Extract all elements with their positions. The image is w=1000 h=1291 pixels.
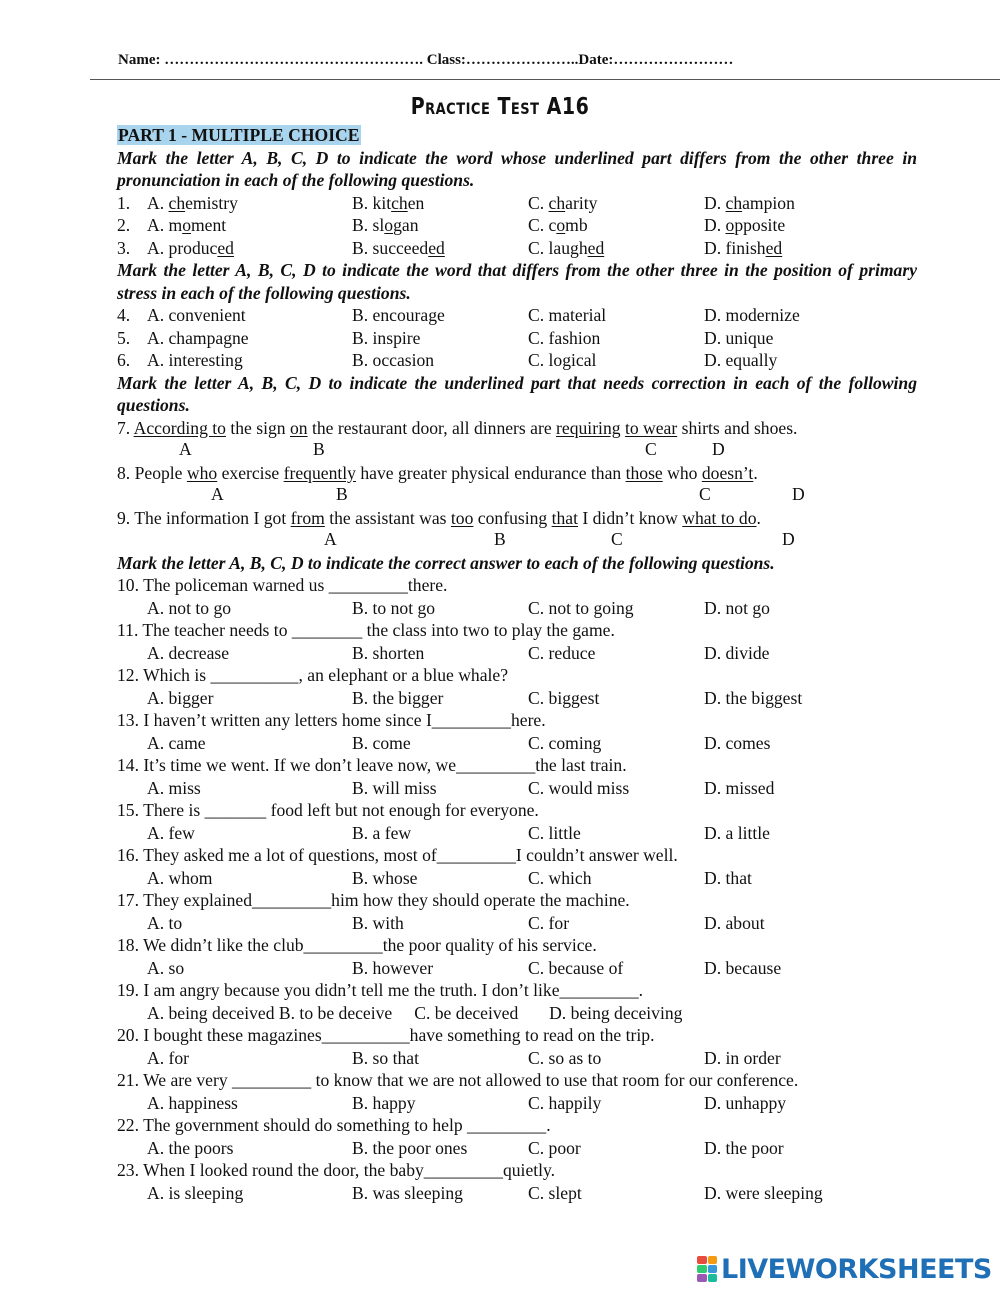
options-row <box>117 912 917 935</box>
answer-option[interactable]: A. is sleeping <box>147 1182 244 1203</box>
question-row <box>117 327 917 350</box>
question-row <box>117 304 917 327</box>
options-row <box>117 687 917 710</box>
options-row <box>117 597 917 620</box>
answer-option[interactable]: C. so as to <box>528 1047 602 1068</box>
student-info-header <box>118 52 733 69</box>
question-stem: 11. The teacher needs to ________ the class into two to play the game. <box>117 620 615 640</box>
class-label: Class: <box>426 52 466 68</box>
answer-option[interactable]: D. champion <box>704 192 795 213</box>
logo-block <box>697 1274 707 1282</box>
answer-option[interactable]: A. happiness <box>147 1092 238 1113</box>
option-label[interactable]: B <box>494 529 506 549</box>
question-stem: 21. We are very _________ to know that we are not allowed to use that room for our conference. <box>117 1070 799 1090</box>
option-label[interactable]: A <box>211 484 224 504</box>
option-label[interactable]: B <box>313 439 325 459</box>
instruction-pronunciation: Mark the letter A, B, C, D to indicate the word whose underlined part differs from the other three in pronunciation in each of the following questions. <box>117 147 917 190</box>
answer-option[interactable]: B. shorten <box>352 642 425 663</box>
question-stem: 22. The government should do something to help _________. <box>117 1115 551 1135</box>
question-stem: 12. Which is __________, an elephant or a blue whale? <box>117 665 509 685</box>
liveworksheets-logo <box>697 1254 992 1284</box>
answer-option[interactable]: D. divide <box>704 642 770 663</box>
header-divider <box>90 79 1000 80</box>
answer-option[interactable]: B. so that <box>352 1047 419 1068</box>
option-label[interactable]: A <box>179 439 192 459</box>
option-label[interactable]: B <box>336 484 348 504</box>
question-stem: 16. They asked me a lot of questions, most of_________I couldn’t answer well. <box>117 845 678 865</box>
answer-option[interactable]: B. whose <box>352 867 418 888</box>
answer-option[interactable]: C. for <box>528 912 570 933</box>
answer-option[interactable]: D. because <box>704 957 782 978</box>
answer-option[interactable]: D. opposite <box>704 215 786 235</box>
logo-block <box>708 1256 718 1264</box>
answer-option[interactable]: D. not go <box>704 597 770 618</box>
name-blank: ……………………………………………. <box>160 52 427 68</box>
answer-option[interactable]: D. the poor <box>704 1137 784 1158</box>
answer-option[interactable]: C. biggest <box>528 687 600 708</box>
answer-option[interactable]: C. happily <box>528 1092 602 1113</box>
answer-option[interactable]: D. finished <box>704 237 783 258</box>
answer-option[interactable]: B. inspire <box>352 327 421 348</box>
answer-option[interactable]: B. occasion <box>352 350 435 370</box>
options-row <box>117 1092 917 1115</box>
multiple-choice-questions <box>117 574 917 1204</box>
answer-option[interactable]: B. to not go <box>352 597 436 618</box>
answer-option[interactable]: A. interesting <box>147 350 243 370</box>
part-heading: PART 1 - MULTIPLE CHOICE <box>118 125 360 145</box>
question-number: 2. <box>117 215 131 235</box>
page-title: Practice Test A16 <box>410 93 590 121</box>
answer-option[interactable]: C. would miss <box>528 777 630 798</box>
name-label: Name: <box>118 52 161 68</box>
options-row <box>117 1182 917 1205</box>
option-label[interactable]: C <box>611 529 623 549</box>
answer-option[interactable]: D. modernize <box>704 305 800 325</box>
answer-option[interactable]: A. not to go <box>147 597 232 618</box>
answer-option[interactable]: C. because of <box>528 957 624 978</box>
option-label[interactable]: D <box>782 529 795 549</box>
question-9-letters <box>117 529 917 552</box>
answer-option[interactable]: C. coming <box>528 732 602 753</box>
question-stem: 23. When I looked round the door, the baby_________quietly. <box>117 1160 556 1180</box>
answer-option[interactable]: C. comb <box>528 215 588 235</box>
options-row[interactable]: A. being deceived B. to be deceive C. be deceived D. being deceiving <box>147 1002 683 1023</box>
worksheet-body <box>117 124 917 1204</box>
question-stem: 17. They explained_________him how they should operate the machine. <box>117 890 630 910</box>
question-number: 6. <box>117 350 131 370</box>
logo-block <box>697 1256 707 1264</box>
answer-option[interactable]: A. bigger <box>147 687 214 708</box>
options-row <box>117 642 917 665</box>
answer-option[interactable]: B. kitchen <box>352 192 425 213</box>
answer-option[interactable]: A. the poors <box>147 1137 234 1158</box>
answer-option[interactable]: B. with <box>352 912 404 933</box>
options-row <box>117 777 917 800</box>
option-label[interactable]: D <box>712 439 725 459</box>
stress-questions <box>117 304 917 372</box>
answer-option[interactable]: B. slogan <box>352 215 419 235</box>
answer-option[interactable]: B. happy <box>352 1092 416 1113</box>
answer-option[interactable]: D. in order <box>704 1047 781 1068</box>
answer-option[interactable]: D. that <box>704 867 752 888</box>
answer-option[interactable]: B. succeeded <box>352 237 445 258</box>
answer-option[interactable]: D. comes <box>704 732 771 753</box>
options-row <box>117 957 917 980</box>
class-blank: ………………….. <box>465 52 579 68</box>
answer-option[interactable]: B. the bigger <box>352 687 444 708</box>
question-8: 8. People who exercise frequently have greater physical endurance than those who doesn’t. <box>117 462 758 483</box>
options-row <box>117 1047 917 1070</box>
answer-option[interactable]: C. fashion <box>528 327 601 348</box>
answer-option[interactable]: A. to <box>147 912 183 933</box>
instruction-correction: Mark the letter A, B, C, D to indicate the underlined part that needs correction in each of the following questions. <box>117 372 917 415</box>
answer-option[interactable]: A. champagne <box>147 327 249 348</box>
instruction-stress: Mark the letter A, B, C, D to indicate the word that differs from the other three in the position of primary stress in each of the following questions. <box>117 260 917 303</box>
question-9: 9. The information I got from the assistant was too confusing that I didn’t know what to do. <box>117 507 761 528</box>
answer-option[interactable]: D. about <box>704 912 765 933</box>
question-row <box>117 237 917 260</box>
logo-block <box>697 1265 707 1273</box>
date-label: Date: <box>578 52 614 68</box>
answer-option[interactable]: A. produced <box>147 237 234 258</box>
answer-option[interactable]: D. unhappy <box>704 1092 787 1113</box>
question-number: 4. <box>117 305 131 325</box>
pronunciation-questions <box>117 192 917 260</box>
answer-option[interactable]: B. encourage <box>352 305 445 325</box>
answer-option[interactable]: B. will miss <box>352 777 437 798</box>
answer-option[interactable]: D. the biggest <box>704 687 803 708</box>
answer-option[interactable]: C. poor <box>528 1137 581 1158</box>
question-row <box>117 349 917 372</box>
instruction-correct-answer: Mark the letter A, B, C, D to indicate the correct answer to each of the following questions. <box>117 552 775 573</box>
answer-option[interactable]: B. come <box>352 732 411 753</box>
answer-option[interactable]: A. came <box>147 732 206 753</box>
answer-option[interactable]: D. equally <box>704 350 778 370</box>
answer-option[interactable]: A. decrease <box>147 642 230 663</box>
logo-block <box>708 1265 718 1273</box>
question-stem: 18. We didn’t like the club_________the poor quality of his service. <box>117 935 597 955</box>
question-stem: 15. There is _______ food left but not enough for everyone. <box>117 800 539 820</box>
answer-option[interactable]: C. slept <box>528 1182 582 1203</box>
answer-option[interactable]: B. however <box>352 957 434 978</box>
question-row <box>117 214 917 237</box>
answer-option[interactable]: B. was sleeping <box>352 1182 463 1203</box>
question-stem: 20. I bought these magazines__________have something to read on the trip. <box>117 1025 655 1045</box>
answer-option[interactable]: A. miss <box>147 777 201 798</box>
answer-option[interactable]: A. few <box>147 822 195 843</box>
answer-option[interactable]: D. missed <box>704 777 775 798</box>
option-label[interactable]: A <box>324 529 337 549</box>
question-number: 5. <box>117 327 131 348</box>
options-row <box>117 732 917 755</box>
answer-option[interactable]: D. were sleeping <box>704 1182 823 1203</box>
logo-mark-icon <box>697 1256 717 1282</box>
answer-option[interactable]: D. unique <box>704 327 774 348</box>
answer-option[interactable]: C. material <box>528 305 607 325</box>
question-7: 7. According to the sign on the restaurant door, all dinners are requiring to wear shirts and shoes. <box>117 417 798 438</box>
options-row <box>117 867 917 890</box>
options-row <box>117 822 917 845</box>
question-stem: 13. I haven’t written any letters home since I_________here. <box>117 710 546 730</box>
answer-option[interactable]: A. moment <box>147 215 227 235</box>
question-stem: 14. It’s time we went. If we don’t leave now, we_________the last train. <box>117 755 627 775</box>
answer-option[interactable]: A. so <box>147 957 185 978</box>
question-number: 1. <box>117 192 131 213</box>
answer-option[interactable]: C. little <box>528 822 581 843</box>
logo-block <box>708 1274 718 1282</box>
question-stem: 10. The policeman warned us _________there. <box>117 575 448 595</box>
question-7-letters <box>117 439 917 462</box>
answer-option[interactable]: D. a little <box>704 822 770 843</box>
question-8-letters <box>117 484 917 507</box>
answer-option[interactable]: C. which <box>528 867 592 888</box>
question-number: 3. <box>117 237 131 258</box>
answer-option[interactable]: C. not to going <box>528 597 634 618</box>
answer-option[interactable]: C. reduce <box>528 642 596 663</box>
question-row <box>117 192 917 215</box>
answer-option[interactable]: B. a few <box>352 822 412 843</box>
date-blank: …………………… <box>613 52 734 68</box>
logo-text: LIVEWORKSHEETS <box>721 1253 992 1285</box>
answer-option[interactable]: C. charity <box>528 192 598 213</box>
answer-option[interactable]: A. chemistry <box>147 192 238 213</box>
answer-option[interactable]: A. convenient <box>147 305 246 325</box>
answer-option[interactable]: C. logical <box>528 350 597 370</box>
option-label[interactable]: D <box>792 484 805 504</box>
option-label[interactable]: C <box>645 439 657 459</box>
option-label[interactable]: C <box>699 484 711 504</box>
options-row <box>117 1137 917 1160</box>
answer-option[interactable]: A. whom <box>147 867 213 888</box>
question-stem: 19. I am angry because you didn’t tell me the truth. I don’t like_________. <box>117 980 644 1000</box>
answer-option[interactable]: C. laughed <box>528 237 605 258</box>
answer-option[interactable]: A. for <box>147 1047 190 1068</box>
answer-option[interactable]: B. the poor ones <box>352 1137 468 1158</box>
